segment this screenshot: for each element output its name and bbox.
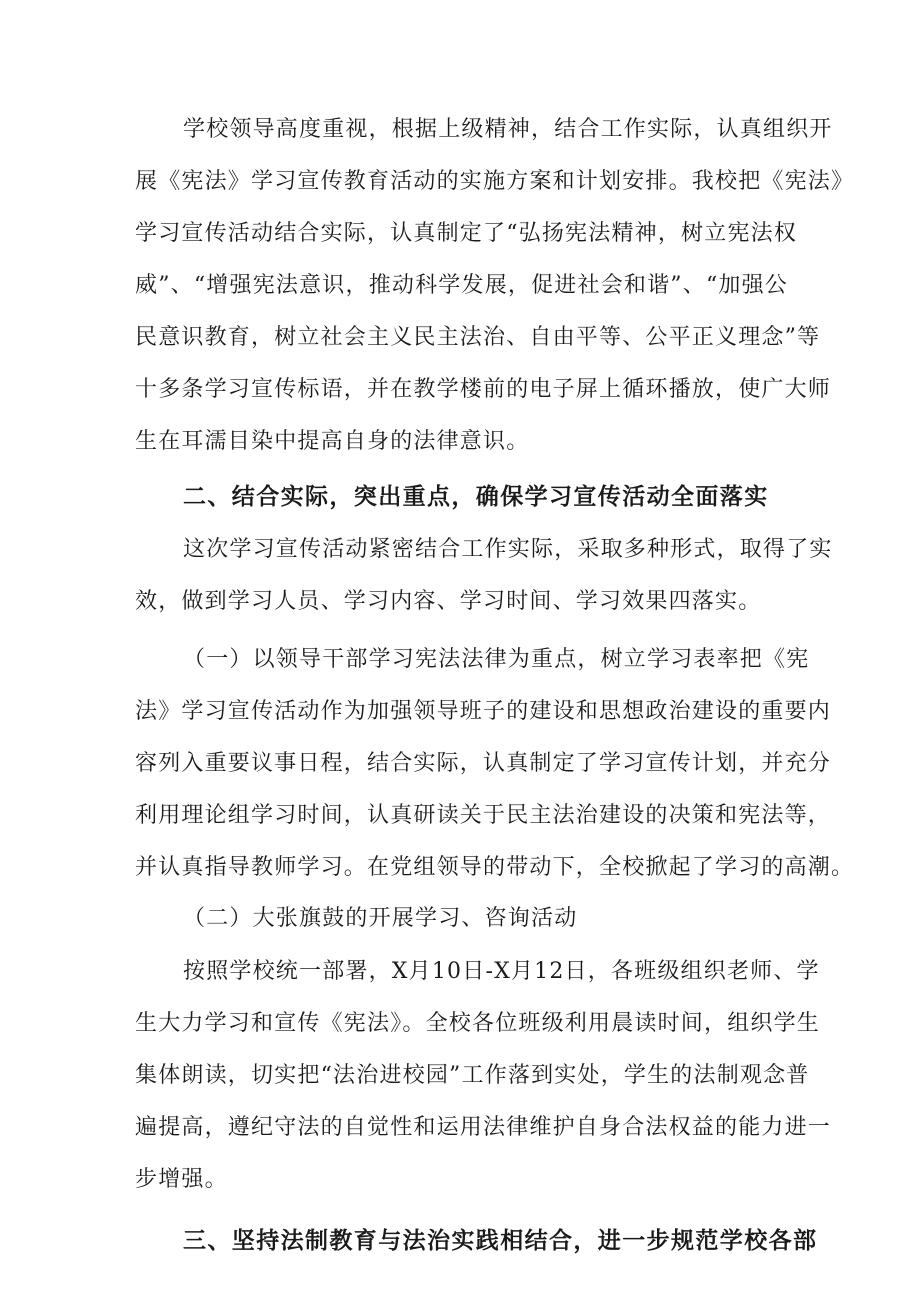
paragraph-2-line-2: 效，做到学习人员、学习内容、学习时间、学习效果四落实。 (135, 589, 762, 614)
section-heading-3: 三、坚持法制教育与法治实践相结合，进一步规范学校各部 (183, 1228, 818, 1254)
subheading-2: （二）大张旗鼓的开展学习、咨询活动 (183, 906, 578, 931)
paragraph-1-line-2: 展《宪法》学习宣传教育活动的实施方案和计划安排。我校把《宪法》 (135, 169, 855, 194)
paragraph-3-line-4: 利用理论组学习时间，认真研读关于民主法治建设的决策和宪法等， (135, 803, 832, 828)
paragraph-4-line-5: 步增强。 (135, 1167, 228, 1192)
paragraph-3-line-2: 法》学习宣传活动作为加强领导班子的建设和思想政治建设的重要内 (135, 699, 832, 724)
paragraph-1-line-3: 学习宣传活动结合实际，认真制定了“弘扬宪法精神，树立宪法权 (135, 221, 798, 246)
paragraph-1-line-6: 十多条学习宣传标语，并在教学楼前的电子屏上循环播放，使广大师 (135, 377, 832, 402)
paragraph-4-line-2: 生大力学习和宣传《宪法》。全校各位班级利用晨读时间，组织学生 (135, 1011, 821, 1036)
paragraph-1-line-4: 威”、“增强宪法意识，推动科学发展，促进社会和谐”、“加强公 (135, 273, 788, 298)
paragraph-4-line-3: 集体朗读，切实把“法治进校园”工作落到实处，学生的法制观念普 (135, 1063, 810, 1088)
paragraph-1-line-5: 民意识教育，树立社会主义民主法治、自由平等、公平正义理念”等 (135, 325, 821, 350)
paragraph-2-line-1: 这次学习宣传活动紧密结合工作实际，采取多种形式，取得了实 (183, 537, 833, 562)
paragraph-3-line-1: （一）以领导干部学习宪法法律为重点，树立学习表率把《宪 (183, 647, 810, 672)
paragraph-3-line-3: 容列入重要议事日程，结合实际，认真制定了学习宣传计划，并充分 (135, 751, 832, 776)
section-heading-2: 二、结合实际，突出重点，确保学习宣传活动全面落实 (183, 484, 769, 510)
paragraph-1-line-1: 学校领导高度重视，根据上级精神，结合工作实际，认真组织开 (183, 117, 833, 142)
paragraph-1-line-7: 生在耳濡目染中提高自身的法律意识。 (135, 429, 530, 454)
paragraph-4-line-1: 按照学校统一部署，X月10日-X月12日，各班级组织老师、学 (183, 959, 820, 984)
paragraph-4-line-4: 遍提高，遵纪守法的自觉性和运用法律维护自身合法权益的能力进一 (135, 1115, 832, 1140)
paragraph-3-line-5: 并认真指导教师学习。在党组领导的带动下，全校掀起了学习的高潮。 (135, 855, 855, 880)
